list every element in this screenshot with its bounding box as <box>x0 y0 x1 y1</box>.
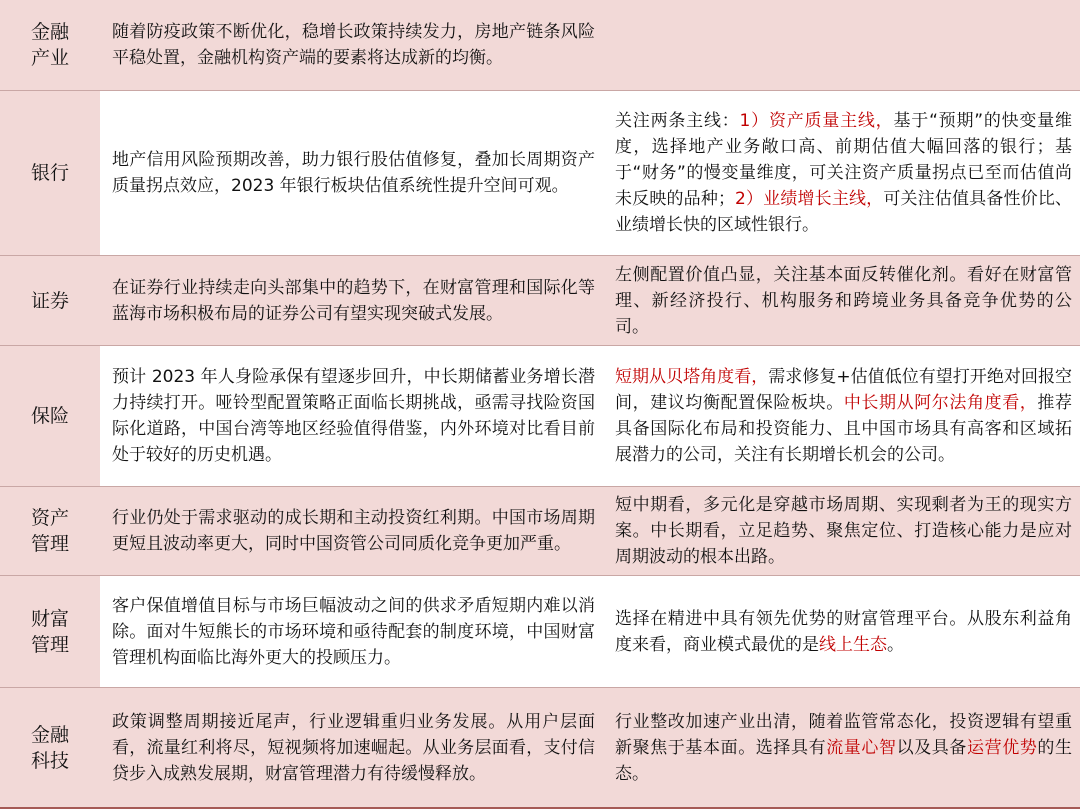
recommendation-cell <box>605 346 1080 486</box>
recommendation-text <box>615 709 1072 787</box>
recommendation-cell <box>605 0 1080 90</box>
text-segment: 需求修复+估值低位有望打开绝对回报空间，建议均衡配置保险板块。 <box>615 367 1072 413</box>
highlighted-text: 线上生态 <box>819 634 887 655</box>
text-segment: 的生态。 <box>615 737 1073 784</box>
category-label: 金融 科技 <box>30 723 69 772</box>
table-row-asset-management <box>0 487 1080 576</box>
recommendation-cell <box>605 688 1080 807</box>
category-cell <box>0 91 100 255</box>
highlighted-text: 流量心智 <box>826 737 897 758</box>
outlook-text: 预计 2023 年人身险承保有望逐步回升，中长期储蓄业务增长潜力持续打开。哑铃型配置策略正面临长期挑战，亟需寻找险资国际化道路，中国台湾等地区经验值得借鉴，内外环境对比看目前处于较好的历史机遇。 <box>112 367 595 465</box>
category-label: 银行 <box>30 162 69 184</box>
outlook-cell <box>100 346 605 486</box>
outlook-text: 客户保值增值目标与市场巨幅波动之间的供求矛盾短期内难以消除。面对牛短熊长的市场环境和亟待配套的制度环境，中国财富管理机构面临比海外更大的投顾压力。 <box>112 595 595 668</box>
category-label: 财富 管理 <box>30 607 69 656</box>
text-segment: 以及具备 <box>896 737 968 758</box>
category-cell <box>0 0 100 90</box>
text-segment: 左侧配置价值凸显，关注基本面反转催化剂。看好在财富管理、新经济投行、机构服务和跨境业务具备竞争优势的公司。 <box>615 264 1072 337</box>
category-label: 资产 管理 <box>30 507 69 555</box>
text-segment: 短中期看，多元化是穿越市场周期、实现剩者为王的现实方案。中长期看，立足趋势、聚焦定位、打造核心能力是应对周期波动的根本出路。 <box>615 495 1072 567</box>
text-segment: 关注两条主线： <box>615 111 740 131</box>
outlook-cell <box>100 0 605 90</box>
category-label: 证券 <box>30 289 69 312</box>
recommendation-cell <box>605 576 1080 687</box>
category-cell <box>0 487 100 575</box>
outlook-cell <box>100 487 605 575</box>
highlighted-text: 中长期从阿尔法角度看， <box>843 393 1038 413</box>
category-cell <box>0 576 100 687</box>
recommendation-cell <box>605 256 1080 345</box>
category-cell <box>0 256 100 345</box>
highlighted-text: 短期从贝塔角度看， <box>615 367 769 387</box>
outlook-cell <box>100 91 605 255</box>
table-row-insurance <box>0 346 1080 487</box>
text-segment: 行业整改加速产业出清，随着监管常态化，投资逻辑有望重新聚焦于基本面。选择具有 <box>615 711 1072 758</box>
recommendation-text <box>615 492 1072 570</box>
category-label: 金融 产业 <box>30 21 69 69</box>
recommendation-cell <box>605 487 1080 575</box>
text-segment: 。 <box>887 634 904 655</box>
recommendation-text <box>615 262 1072 340</box>
category-cell <box>0 688 100 807</box>
text-segment: 基于“预期”的快变量维度，选择地产业务敞口高、前期估值大幅回落的银行；基于“财务”的慢变量维度，可关注资产质量拐点已至而估值尚未反映的品种； <box>615 111 1073 209</box>
outlook-text: 在证券行业持续走向头部集中的趋势下，在财富管理和国际化等蓝海市场积极布局的证券公司有望实现突破式发展。 <box>112 277 595 324</box>
outlook-cell <box>100 256 605 345</box>
text-segment: 可关注估值具备性价比、业绩增长快的区域性银行。 <box>615 189 1073 235</box>
outlook-cell <box>100 576 605 687</box>
table-row-securities <box>0 256 1080 346</box>
highlighted-text: 2）业绩增长主线， <box>735 189 884 209</box>
outlook-text: 地产信用风险预期改善，助力银行股估值修复，叠加长周期资产质量拐点效应，2023 年银行板块估值系统性提升空间可观。 <box>112 150 595 196</box>
outlook-text: 政策调整周期接近尾声，行业逻辑重归业务发展。从用户层面看，流量红利将尽，短视频将加速崛起。从业务层面看，支付信贷步入成熟发展期，财富管理潜力有待缓慢释放。 <box>112 711 595 784</box>
text-segment: 推荐具备国际化布局和投资能力、且中国市场具有高客和区域拓展潜力的公司，关注有长期增长机会的公司。 <box>615 393 1073 465</box>
recommendation-cell <box>605 91 1080 255</box>
table-row-wealth-management <box>0 576 1080 688</box>
highlighted-text: 1）资产质量主线， <box>739 111 894 131</box>
table-row-banking <box>0 91 1080 256</box>
outlook-text: 随着防疫政策不断优化，稳增长政策持续发力，房地产链条风险平稳处置，金融机构资产端的要素将达成新的均衡。 <box>112 22 595 68</box>
table-row-finance-industry <box>0 0 1080 91</box>
category-cell <box>0 346 100 486</box>
outlook-text: 行业仍处于需求驱动的成长期和主动投资红利期。中国市场周期更短且波动率更大，同时中国资管公司同质化竞争更加严重。 <box>112 508 595 554</box>
recommendation-text <box>615 108 1072 238</box>
text-segment: 选择在精进中具有领先优势的财富管理平台。从股东利益角度来看，商业模式最优的是 <box>615 608 1072 655</box>
table-row-fintech <box>0 688 1080 809</box>
recommendation-text <box>615 364 1072 468</box>
highlighted-text: 运营优势 <box>967 737 1038 758</box>
recommendation-text <box>615 606 1072 658</box>
outlook-cell <box>100 688 605 807</box>
category-label: 保险 <box>30 405 69 427</box>
